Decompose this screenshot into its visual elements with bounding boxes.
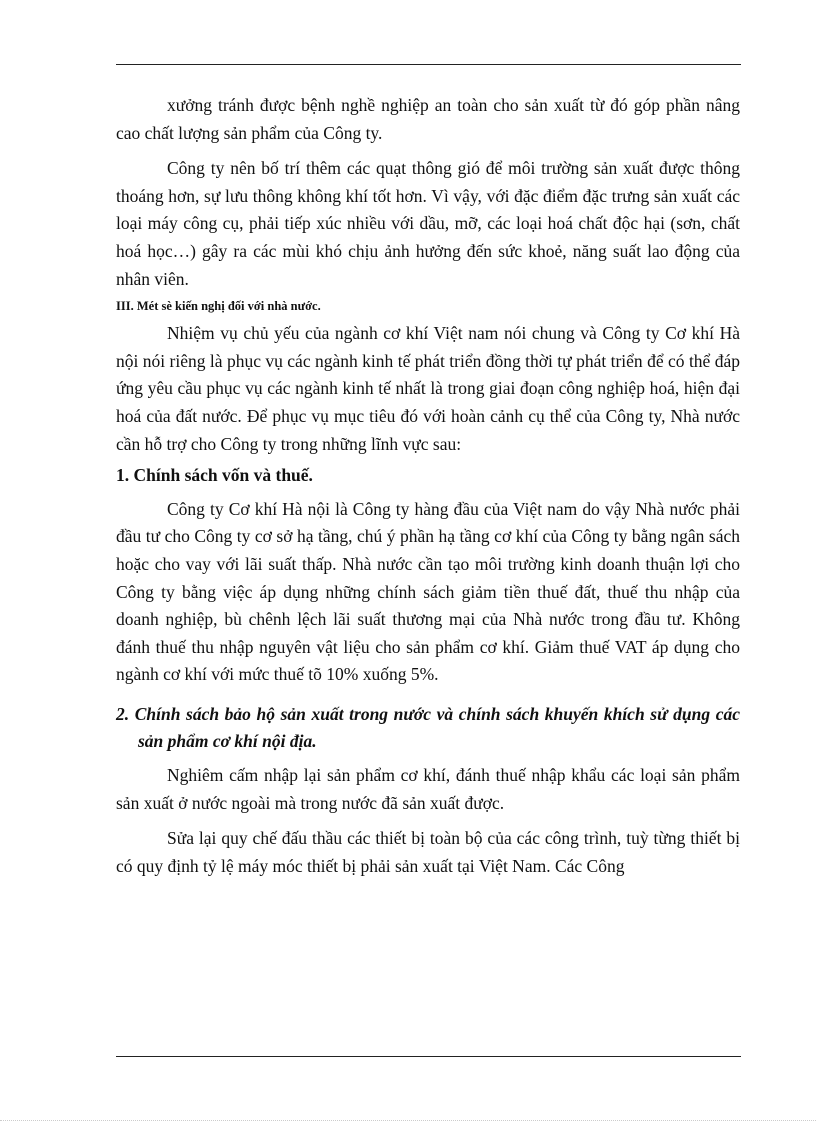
- header-rule: [116, 64, 741, 65]
- heading-capital-tax-policy: 1. Chính sách vốn và thuế.: [116, 465, 313, 486]
- paragraph-capital-tax: Công ty Cơ khí Hà nội là Công ty hàng đầu của Việt nam do vậy Nhà nước phải đầu tư cho Công ty cơ sở hạ tầng, chú ý phần hạ tầng cơ khí của Công ty bằng ngân sách hoặc cho vay với lãi suất thấp. Nhà nước cần tạo môi trường kinh doanh thuận lợi cho Công ty bằng việc áp dụng những chính sách giảm tiền thuế đất, thuế thu nhập của doanh nghiệp, bù chênh lệch lãi suất thương mại của Nhà nước trong đầu tư. Không đánh thuế thu nhập nguyên vật liệu cho sản phẩm cơ khí. Giảm thuế VAT áp dụng cho ngành cơ khí với mức thuế tõ 10% xuống 5%.: [116, 498, 740, 685]
- page-edge-dots: [0, 1120, 816, 1121]
- paragraph-ventilation: Công ty nên bố trí thêm các quạt thông gió để môi trường sản xuất được thông thoáng hơn, sự lưu thông không khí tốt hơn. Vì vậy, với đặc điểm đặc trưng sản xuất các loại máy công cụ, phải tiếp xúc nhiều với dầu, mỡ, các loại hoá chất độc hại (sơn, chất hoá học…) gây ra các mùi khó chịu ảnh hưởng đến sức khoẻ, năng suất lao động của nhân viên.: [116, 158, 740, 289]
- page-body: [116, 92, 740, 880]
- heading-protection-policy: 2. Chính sách bảo hộ sản xuất trong nước và chính sách khuyến khích sử dụng các sản phẩm cơ khí nội địa.: [116, 703, 740, 752]
- paragraph-mission: Nhiệm vụ chủ yếu của ngành cơ khí Việt nam nói chung và Công ty Cơ khí Hà nội nói riêng là phục vụ các ngành kinh tế phát triển đồng thời tự phát triển để có thể đáp ứng yêu cầu phục vụ các ngành kinh tế nhất là trong giai đoạn công nghiệp hoá, hiện đại hoá của đất nước. Để phục vụ mục tiêu đó với hoàn cảnh cụ thể của Công ty, Nhà nước cần hỗ trợ cho Công ty trong những lĩnh vực sau:: [116, 323, 740, 454]
- section-heading-recommendations: III. Mét sè kiến nghị đối với nhà nước.: [116, 299, 321, 314]
- paragraph-bidding-rules: Sửa lại quy chế đấu thầu các thiết bị toàn bộ của các công trình, tuỳ từng thiết bị có quy định tỷ lệ máy móc thiết bị phải sản xuất tại Việt Nam. Các Công: [116, 828, 740, 876]
- paragraph-import-ban: Nghiêm cấm nhập lại sản phẩm cơ khí, đánh thuế nhập khẩu các loại sản phẩm sản xuất ở nước ngoài mà trong nước đã sản xuất được.: [116, 765, 740, 813]
- footer-rule: [116, 1056, 741, 1057]
- paragraph-ventilation-intro: xưởng tránh được bệnh nghề nghiệp an toàn cho sản xuất từ đó góp phần nâng cao chất lượng sản phẩm của Công ty.: [116, 95, 740, 143]
